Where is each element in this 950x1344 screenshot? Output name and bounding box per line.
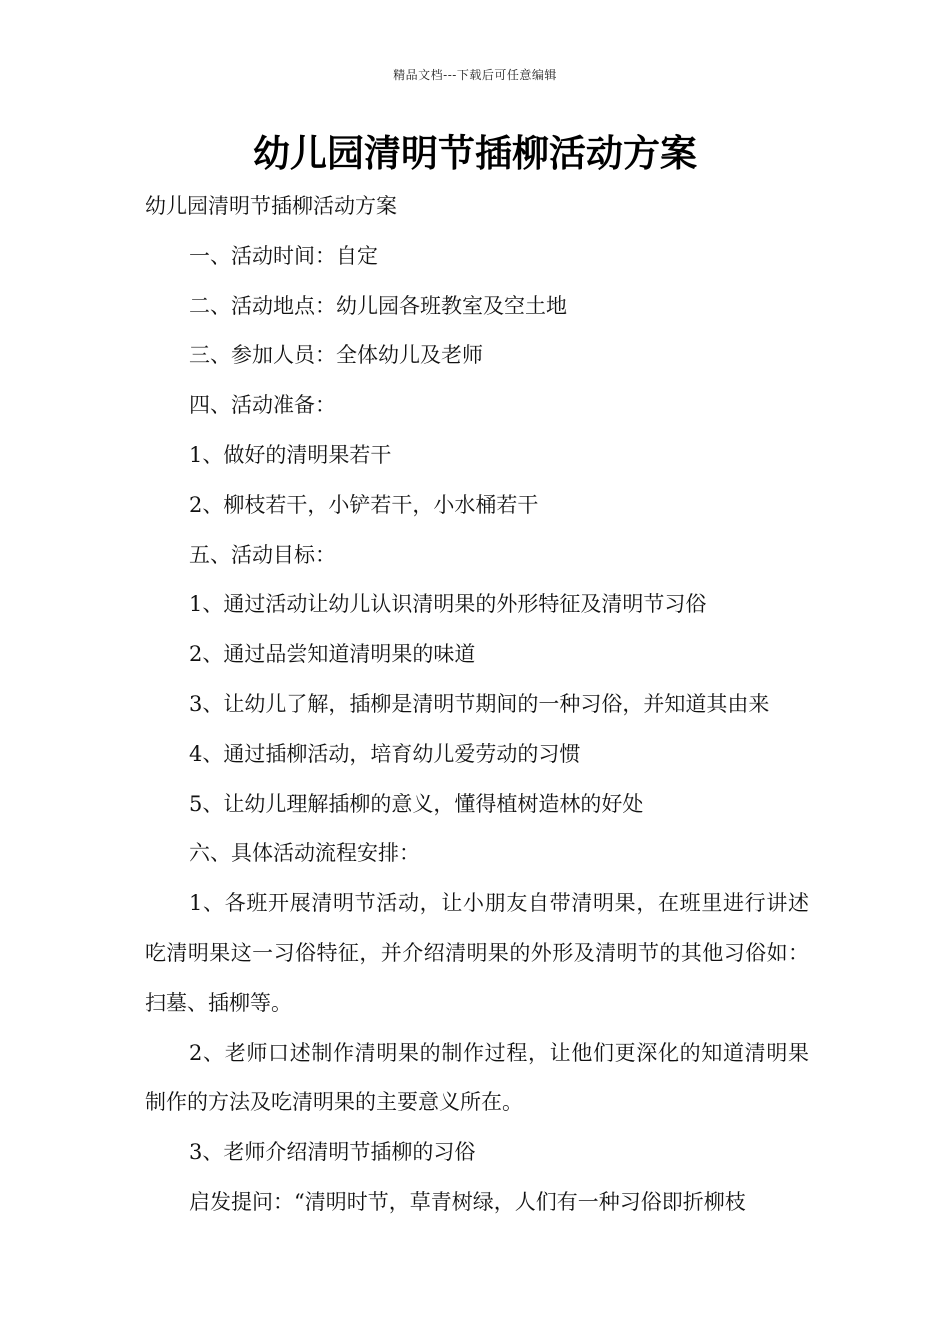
body-paragraph: 1、各班开展清明节活动，让小朋友自带清明果，在班里进行讲述吃清明果这一习俗特征，并介绍清明果的外形及清明节的其他习俗如：扫墓、插柳等。 — [145, 891, 809, 1015]
body-line: 一、活动时间：自定 — [189, 243, 378, 268]
body-line: 六、具体活动流程安排： — [189, 841, 420, 866]
document-title: 幼儿园清明节插柳活动方案 — [253, 132, 697, 175]
body-line: 1、通过活动让幼儿认识清明果的外形特征及清明节习俗 — [189, 592, 707, 617]
body-line: 4、通过插柳活动，培育幼儿爱劳动的习惯 — [189, 741, 581, 766]
body-line: 启发提问：“清明时节，草青树绿，人们有一种习俗即折柳枝 — [189, 1189, 746, 1214]
body-line: 1、做好的清明果若干 — [189, 442, 392, 467]
body-line: 幼儿园清明节插柳活动方案 — [145, 194, 397, 218]
header-note: 精品文档---下载后可任意编辑 — [393, 68, 557, 82]
body-line: 2、通过品尝知道清明果的味道 — [189, 642, 476, 667]
body-line: 5、让幼儿理解插柳的意义，懂得植树造林的好处 — [189, 791, 644, 816]
body-line: 三、参加人员：全体幼儿及老师 — [189, 343, 483, 368]
body-line: 3、让幼儿了解，插柳是清明节期间的一种习俗，并知道其由来 — [189, 691, 770, 716]
body-line: 3、老师介绍清明节插柳的习俗 — [189, 1140, 476, 1165]
body-paragraph: 2、老师口述制作清明果的制作过程，让他们更深化的知道清明果制作的方法及吃清明果的主要意义所在。 — [145, 1040, 809, 1115]
document-body — [145, 182, 809, 1228]
body-line: 五、活动目标： — [189, 542, 336, 567]
body-line: 四、活动准备： — [189, 393, 336, 418]
body-line: 2、柳枝若干，小铲若干，小水桶若干 — [189, 492, 539, 517]
body-line: 二、活动地点：幼儿园各班教室及空土地 — [189, 293, 567, 318]
